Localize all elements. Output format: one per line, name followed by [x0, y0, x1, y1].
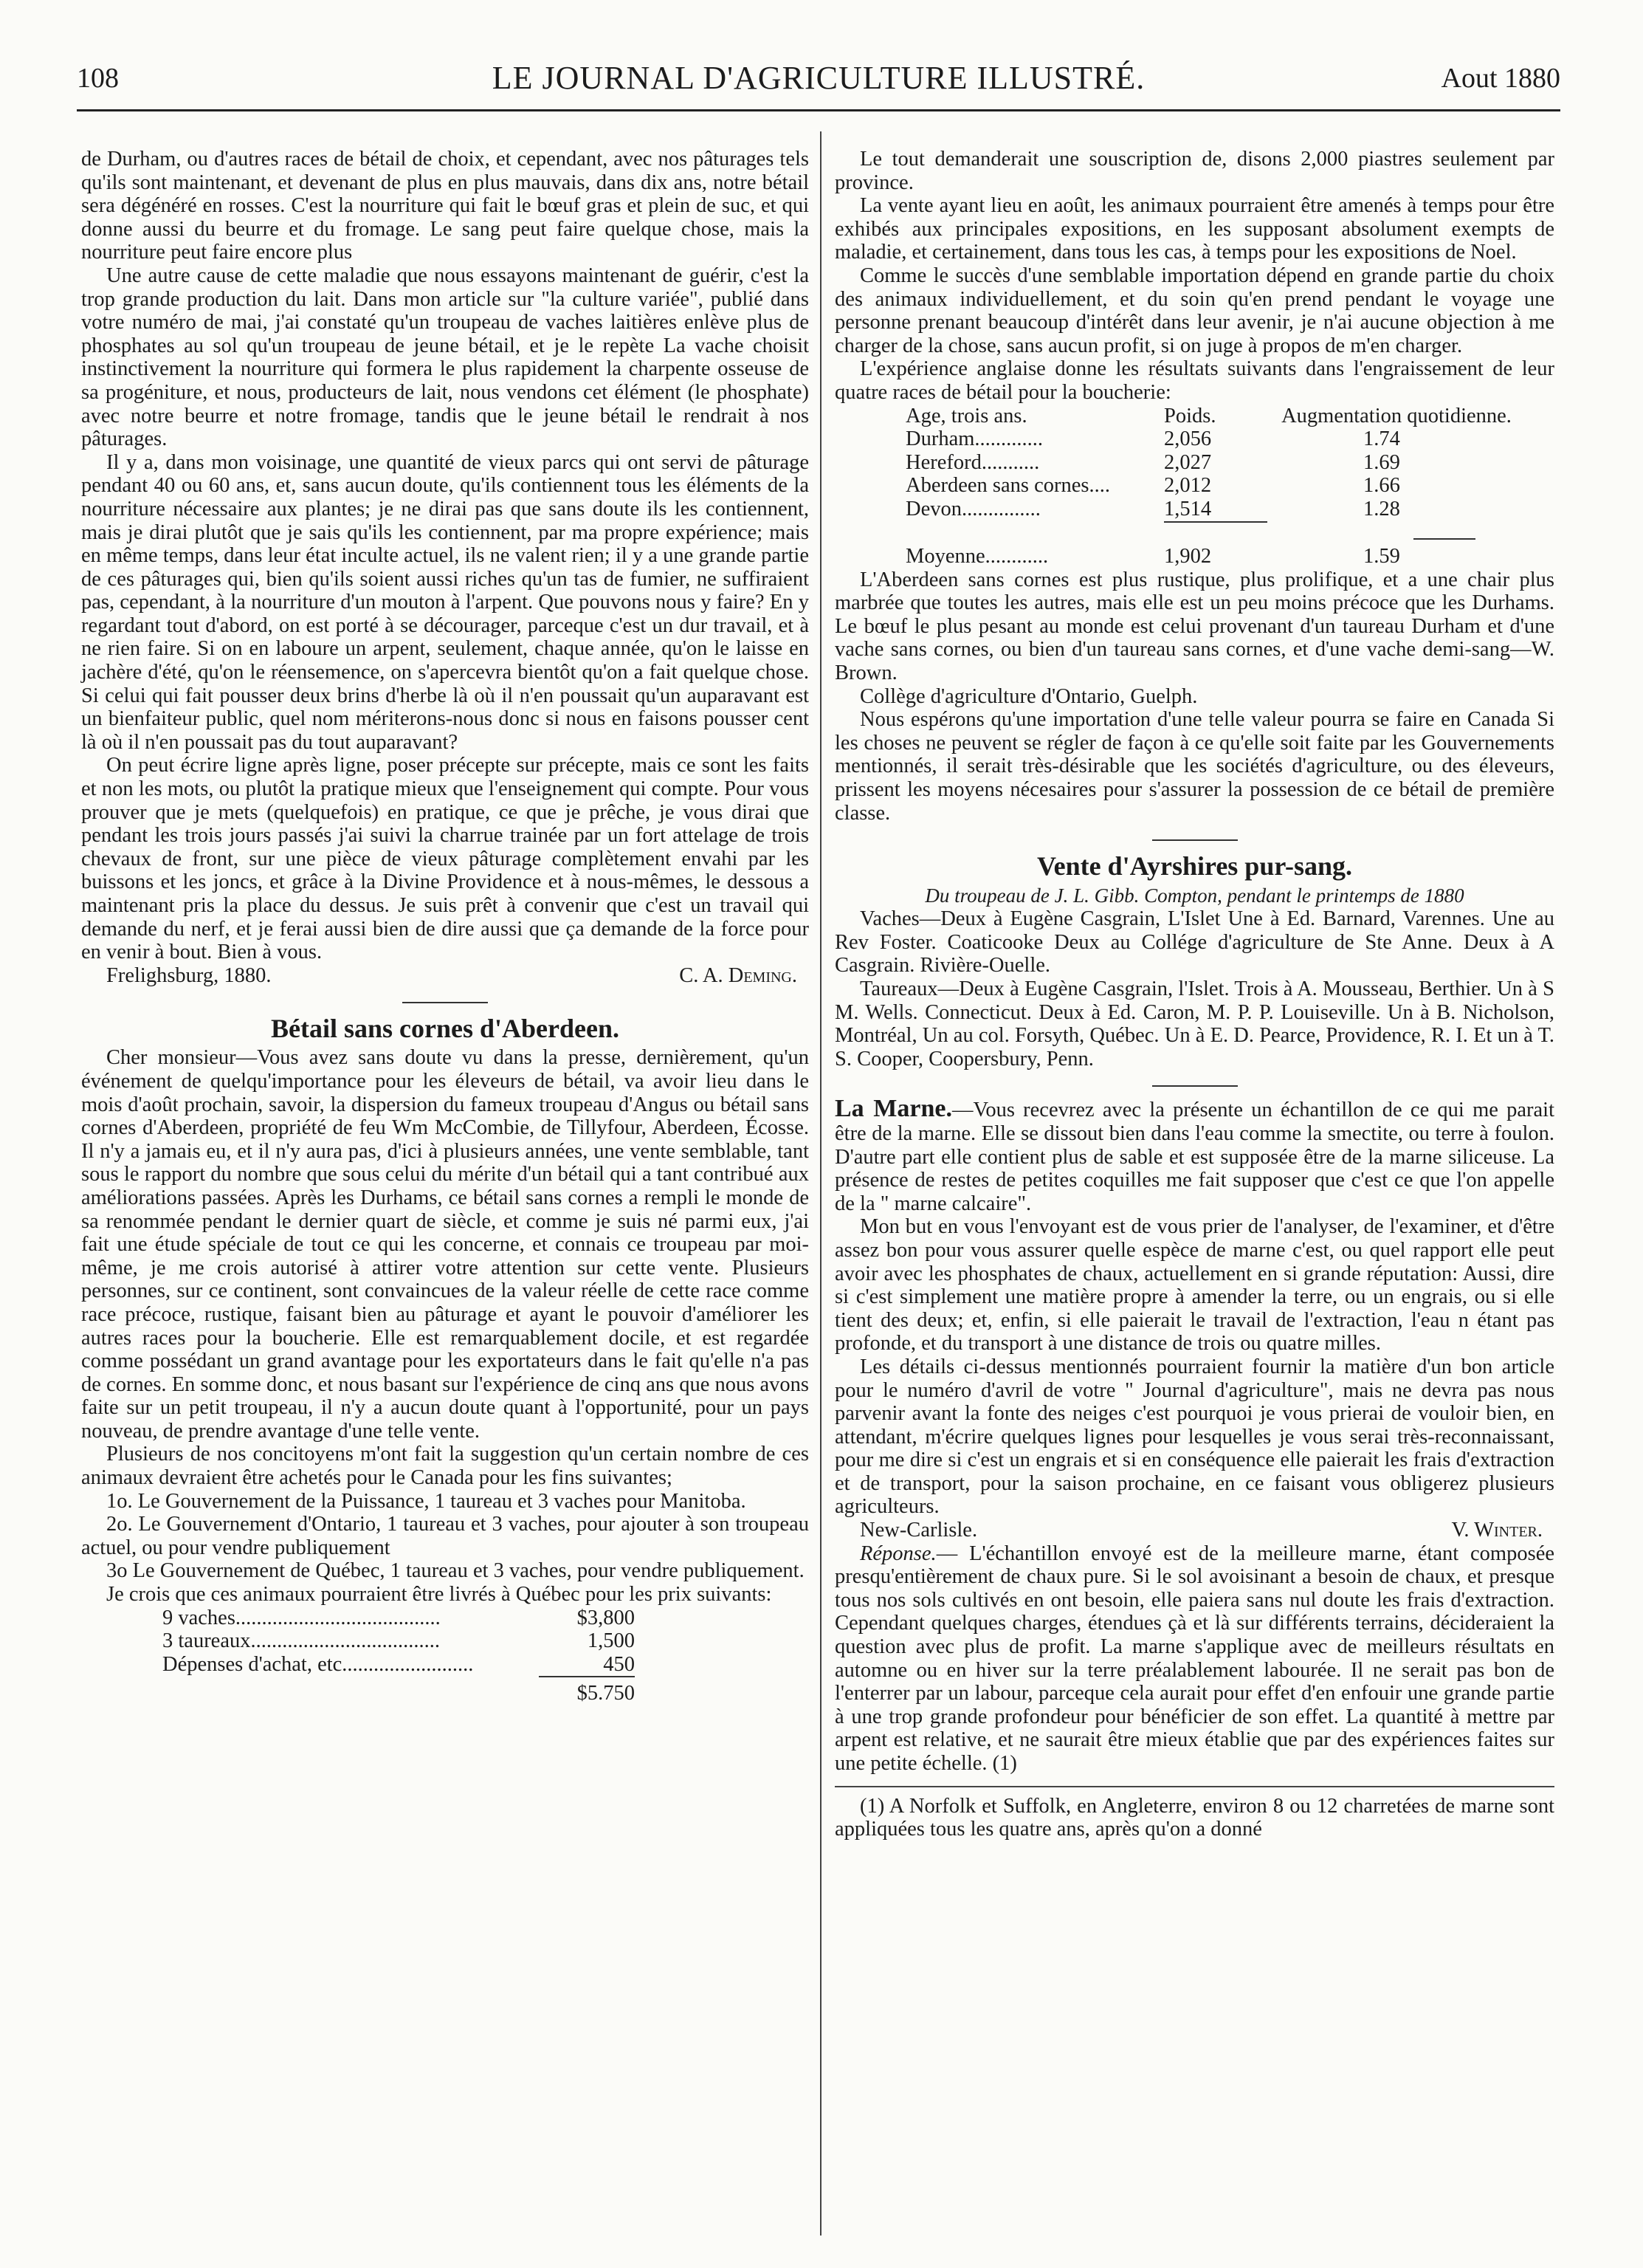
- right-column: [835, 148, 1554, 1841]
- table-cell: 1,514: [1164, 497, 1212, 520]
- paragraph: Cher monsieur—Vous avez sans doute vu dans la presse, dernièrement, qu'un événement de quelqu'importance pour les éleveurs de bétail, va avoir lieu dans le mois d'août prochain, savoir, la dispersion du fameux troupeau d'Angus ou bétail sans cornes d'Aberdeen, propriété de feu Wm McCombie, de Tillyfour, Aberdeen, Écosse. Il n'y a jamais eu, et il n'y aura pas, d'ici à plusieurs années, une vente semblable, tant sous le rapport du nombre que sous celui du mérite d'un bétail qui a tant contribué aux améliorations passées. Après les Durhams, ce bétail sans cornes a rempli le monde de sa renommée pendant le dernier quart de siècle, et comme je suis né parmi eux, j'ai fait une étude spéciale de tout ce qui les concerne, et connais ce troupeau par moi-même, je me crois autorisé à attirer votre attention sur cette vente. Plusieurs personnes, sur ce continent, sont convaincues de la valeur réelle de cette race comme race précoce, rustique, faisant bien au pâturage et ayant le pouvoir d'améliorer les autres races pour la boucherie. Elle est remarquablement docile, et est regardée comme possédant un grand avantage pour les exportateurs dans le fait qu'elle n'a pas de cornes. En somme donc, et nous basant sur l'expérience de cinq ans que nous avons faite sur un petit troupeau, il n'y a aucun doute quant à l'opportunité, pour un pays nouveau, de prendre avantage d'une telle vente.: [81, 1046, 809, 1443]
- journal-title: LE JOURNAL D'AGRICULTURE ILLUSTRÉ.: [492, 60, 1146, 96]
- paragraph: Collège d'agriculture d'Ontario, Guelph.: [860, 684, 1198, 708]
- section-separator: [1152, 839, 1238, 841]
- paragraph-text: —Vous recevrez avec la présente un échantillon de ce qui me parait être de la marne. Elle se dissout bien dans l'eau comme la smectite, ou terre à foulon. D'autre part elle contient plus de sable et est supposée être de la marne siliceuse. La présence de restes de petites coquilles me fait supposer que c'est ce que l'on appelle de la " marne calcaire".: [835, 1099, 1554, 1215]
- table-row: [906, 498, 1526, 522]
- price-table: [162, 1606, 635, 1705]
- paragraph: Vaches—Deux à Eugène Casgrain, L'Islet Une à Ed. Barnard, Varennes. Une au Rev Foster. Coaticooke Deux au Collége d'agriculture de Ste Anne. Deux à A Casgrain. Rivière-Ouelle.: [835, 907, 1554, 977]
- column-header: Age, trois ans.: [906, 404, 1027, 427]
- price-label: Dépenses d'achat, etc.........................: [162, 1653, 474, 1677]
- table-row: [162, 1606, 635, 1630]
- table-row: [906, 474, 1526, 498]
- footnote-rule: [835, 1786, 1554, 1787]
- paragraph: Plusieurs de nos concitoyens m'ont fait la suggestion qu'un certain nombre de ces animaux devraient être achetés pour le Canada pour les fins suivantes;: [81, 1443, 809, 1490]
- header-rule: [77, 109, 1560, 111]
- table-row: [906, 545, 1526, 568]
- table-rule-row: [906, 522, 1526, 546]
- issue-date: Aout 1880: [1441, 63, 1560, 94]
- table-cell: 2,056: [1164, 427, 1212, 451]
- price-amount: $3,800: [576, 1606, 635, 1629]
- price-label: 3 taureaux....................................: [162, 1629, 440, 1653]
- table-cell: Devon...............: [906, 497, 1041, 520]
- run-in-heading: La Marne.: [835, 1095, 952, 1123]
- page-header: [77, 53, 1560, 105]
- page-number: 108: [77, 63, 119, 94]
- table-row: [162, 1653, 635, 1677]
- paragraph: Comme le succès d'une semblable importation dépend en grande partie du choix des animaux individuellement, et du soin qu'en prend pendant le voyage une personne prenant beaucoup d'intérêt dans leur avenir, je n'ai aucune objection à me charger de la chose, sans aucun profit, si on juge à propos de m'en charger.: [835, 264, 1554, 357]
- paragraph: Une autre cause de cette maladie que nous essayons maintenant de guérir, c'est la trop grande production du lait. Dans mon article sur "la culture variée", publié dans votre numéro de mai, j'ai constaté qu'un troupeau de vaches laitières enlève plus de phosphates au sol qu'un troupeau de jeune bétail, et je le repète La vache choisit instinctivement la nourriture qui formera le plus rapidement la charpente osseuse de sa progéniture, et nous, producteurs de lait, nous vendons cet élément (le phosphate) avec notre beurre et notre fromage, tandis que le jeune bétail le rendrait à nos pâturages.: [81, 264, 809, 451]
- table-cell: 1.69: [1363, 450, 1400, 474]
- signature-place: Frelighsburg, 1880.: [106, 963, 272, 987]
- paragraph: Je crois que ces animaux pourraient être livrés à Québec pour les prix suivants:: [106, 1583, 772, 1606]
- table-cell: Moyenne............: [906, 545, 1049, 568]
- table-cell: 1.74: [1363, 427, 1400, 451]
- paragraph-text: — L'échantillon envoyé est de la meilleure marne, étant composée presqu'entièrement de chaux pure. Si le sol avoisinant a besoin de chaux, et presque tous nos sols cultivés en ont besoin, elle paiera sans nul doute les frais d'extraction. Cependant quelques charges, étendues çà et là sur différents terrains, décideraient la question avec plus de profit. La marne s'applique avec de meilleurs résultats en automne ou en hiver sur la terre préalablement labourée. Il ne serait pas bon de l'enterrer par un labour, parceque cela aurait pour effet d'en enfouir une grande partie à une trop grande profondeur pour bénéficier de son effet. La quantité à mettre par arpent est relative, et ne saurait être mieux établie que par des expériences faites sur une petite échelle. (1): [835, 1542, 1554, 1775]
- signature: [835, 1519, 1554, 1542]
- table-cell: 1,902: [1164, 545, 1212, 568]
- section-separator: [1152, 1085, 1238, 1087]
- list-item: 1o. Le Gouvernement de la Puissance, 1 taureau et 3 vaches pour Manitoba.: [106, 1489, 746, 1513]
- table-cell: 1.59: [1363, 545, 1400, 568]
- section-separator: [402, 1002, 488, 1003]
- paragraph: [835, 1097, 1554, 1215]
- paragraph: La vente ayant lieu en août, les animaux pourraient être amenés à temps pour être exhibés aux principales expositions, en les supposant absolument exempts de maladie, et certainement, dans tous les cas, à temps pour les expositions de Noel.: [835, 194, 1554, 264]
- table-row: [906, 451, 1526, 475]
- signature-name: C. A. Deming.: [679, 963, 797, 987]
- column-header: Poids.: [1164, 404, 1216, 427]
- paragraph: [835, 1542, 1554, 1776]
- price-amount: 450: [603, 1652, 635, 1676]
- table-row: [162, 1677, 635, 1705]
- paragraph: L'Aberdeen sans cornes est plus rustique, plus prolifique, et a une chair plus marbrée que toutes les autres, mais elle est un peu moins précoce que les Durhams. Le bœuf le plus pesant au monde est celui provenant d'un taureau Durham et d'une vache sans cornes, ou bien d'un taureau sans cornes, et d'une vache demi-sang—W. Brown.: [835, 568, 1554, 685]
- signature-name: V. Winter.: [1451, 1519, 1543, 1542]
- table-header-row: [906, 405, 1526, 428]
- paragraph: Les détails ci-dessus mentionnés pourraient fournir la matière d'un bon article pour le numéro d'avril de votre " Journal d'agriculture", mais ne devra pas nous parvenir avant la fonte des neiges c'est pourquoi je vous prierai de vouloir bien, en attendant, m'écrire quelques lignes pour lesquelles je vous serai très-reconnaissant, pour me dire si c'est un engrais et si en conséquence elle paierait les frais d'extraction et de transport, pour la saison prochaine, en ce faisant vous obligerez plusieurs agriculteurs.: [835, 1355, 1554, 1519]
- table-cell: Aberdeen sans cornes....: [906, 474, 1110, 498]
- price-label: 9 vaches.......................................: [162, 1606, 441, 1629]
- paragraph: Il y a, dans mon voisinage, une quantité de vieux parcs qui ont servi de pâturage pendant 40 ou 60 ans, et, sans aucun doute, qu'ils contiennent tous les éléments de la nourriture nécessaire aux plantes; je ne dirai pas que sans doute ils les contiennent, mais je dirai plutôt que je sais qu'ils les contiennent, par ma propre expérience; mais en même temps, dans leur état inculte actuel, ils ne valent rien; il y a une grande partie de ces pâturages qui, bien qu'ils soient aussi riches qu'un tas de fumier, ne suffiraient pas, cependant, à la nourriture d'un mouton à l'arpent. Que pouvons nous y faire? En y regardant tout d'abord, on est porté à se décourager, parceque c'est un dur travail, et à ne rien faire. Si on en laboure un arpent, seulement, chaque année, qu'on le laisse en jachère d'été, qu'on le réensemence, on s'apercevra bientôt qu'on a fait quelque chose. Si celui qui fait pousser deux brins d'herbe là où il n'en poussait qu'un auparavant est un bienfaiteur public, quel nom mériterons-nous donc si nous en faisons pousser cent là où il n'en poussait pas du tout auparavant?: [81, 450, 809, 754]
- signature-place: New-Carlisle.: [860, 1519, 978, 1542]
- list-item: 3o Le Gouvernement de Québec, 1 taureau et 3 vaches, pour vendre publiquement.: [106, 1559, 805, 1583]
- column-header: Augmentation quotidienne.: [1281, 404, 1512, 427]
- table-cell: Durham.............: [906, 427, 1044, 451]
- paragraph: L'expérience anglaise donne les résultats suivants dans l'engraissement de leur quatre races de bétail pour la boucherie:: [835, 357, 1554, 404]
- paragraph: Le tout demanderait une souscription de, disons 2,000 piastres seulement par province.: [835, 148, 1554, 194]
- article-subtitle: Du troupeau de J. L. Gibb. Compton, pendant le printemps de 1880: [925, 884, 1464, 907]
- breed-table: [906, 405, 1526, 568]
- price-amount: 1,500: [587, 1629, 635, 1653]
- table-row: [162, 1629, 635, 1653]
- table-cell: Hereford...........: [906, 450, 1040, 474]
- article-heading: Bétail sans cornes d'Aberdeen.: [271, 1014, 619, 1044]
- paragraph: On peut écrire ligne après ligne, poser précepte sur précepte, mais ce sont les faits et non les mots, ou plutôt la pratique mieux que l'enseignement qui compte. Pour vous prouver que je mets (quelquefois) en pratique, ce que je prêche, je vous dirai que pendant les trois jours passés j'ai suivi la charrue trainée par un fort attelage de trois chevaux de front, sur une pièce de vieux pâturage complètement envahi par les buissons et les joncs, et grâce à la Divine Providence et à nous-mêmes, le dessous a maintenant pris la place du dessus. Je suis prêt à convenir que c'est un travail qui demande du nerf, et je ferai aussi bien de dire aussi que ça demande de la force pour en venir à bout. Bien à vous.: [81, 754, 809, 964]
- article-heading: Vente d'Ayrshires pur-sang.: [1036, 851, 1353, 882]
- table-cell: 2,012: [1164, 474, 1212, 498]
- footnote: (1) A Norfolk et Suffolk, en Angleterre, environ 8 ou 12 charretées de marne sont appliquées tous les quatre ans, après qu'on a donné: [835, 1794, 1554, 1841]
- table-row: [906, 427, 1526, 451]
- paragraph: de Durham, ou d'autres races de bétail de choix, et cependant, avec nos pâturages tels qu'ils sont maintenant, et devenant de plus en plus mauvais, dans dix ans, notre bétail sera dégénéré en rosses. C'est la nourriture qui fait le bœuf gras et plein de suc, et qui donne aussi du beurre et du fromage. Le sang peut faire quelque chose, mais la nourriture peut faire encore plus: [81, 148, 809, 264]
- reply-label: Réponse.: [860, 1542, 937, 1565]
- list-item: 2o. Le Gouvernement d'Ontario, 1 taureau et 3 vaches, pour ajouter à son troupeau actuel, ou pour vendre publiquement: [81, 1513, 809, 1559]
- paragraph: Taureaux—Deux à Eugène Casgrain, l'Islet. Trois à A. Mousseau, Berthier. Un à S M. Wells. Connecticut. Deux à Ed. Caron, M. P. P. Louiseville. Un à B. Nicholson, Montréal, Un au col. Forsyth, Québec. Un à E. D. Pearce, Providence, R. I. Et un à T. S. Cooper, Coopersbury, Penn.: [835, 977, 1554, 1071]
- table-cell: 2,027: [1164, 450, 1212, 474]
- column-rule: [820, 131, 822, 2236]
- table-cell: 1.28: [1363, 497, 1400, 520]
- table-cell: 1.66: [1363, 474, 1400, 498]
- price-total: $5.750: [539, 1677, 635, 1705]
- left-column: [81, 148, 809, 1705]
- signature: [81, 964, 809, 988]
- paragraph: Nous espérons qu'une importation d'une telle valeur pourra se faire en Canada Si les choses ne peuvent se régler de façon à ce qu'elle soit faite par les Gouvernements mentionnés, il serait très-désirable que les sociétés d'agriculture, ou des éleveurs, prissent les moyens nécesaires pour s'assurer la possession de ce bétail de première classe.: [835, 708, 1554, 825]
- paragraph: Mon but en vous l'envoyant est de vous prier de l'analyser, de l'examiner, et d'être assez bon pour vous assurer quelle espèce de marne c'est, ou quel rapport elle peut avoir avec les phosphates de chaux, actuellement en si grande réputation: Aussi, dire si c'est simplement une matière propre à amender la terre, ou un engrais, ou si elle tient des deux; et, enfin, si elle paierait le travail de l'extraction, l'eau n étant pas profonde, et du transport à une distance de trois ou quatre milles.: [835, 1215, 1554, 1355]
